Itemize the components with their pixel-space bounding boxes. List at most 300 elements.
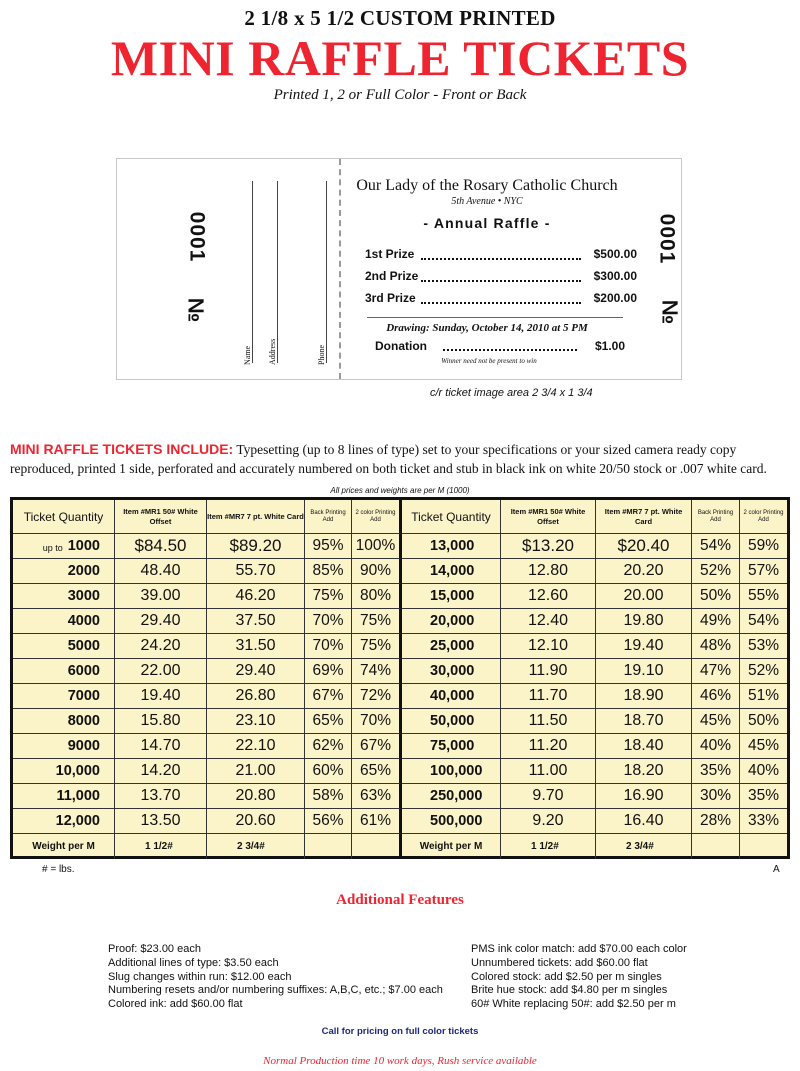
cell-value: 22.00 — [140, 662, 181, 679]
cell-value: 100,000 — [430, 763, 483, 779]
cell-value: 35% — [699, 762, 732, 779]
quantity-cell — [402, 784, 501, 809]
leader-dots — [443, 349, 577, 351]
cell-value: 12.80 — [527, 562, 569, 579]
prize-row — [365, 291, 637, 307]
quantity-cell — [402, 559, 501, 584]
quantity-cell — [402, 734, 501, 759]
features-left — [108, 943, 443, 1012]
feature-item: Slug changes within run: $12.00 each — [108, 970, 292, 983]
two-color-add-cell — [352, 759, 402, 784]
cell-value: 6000 — [67, 663, 100, 679]
mr7-price-cell — [596, 559, 692, 584]
production-note: Normal Production time 10 work days, Rush service available — [263, 1055, 537, 1067]
quantity-cell — [402, 534, 501, 559]
table-row — [13, 659, 787, 684]
back-add-cell — [305, 609, 352, 634]
cell-value: 58% — [312, 787, 344, 804]
mr1-price-cell — [115, 584, 207, 609]
feature-item: Brite hue stock: add $4.80 per m singles — [471, 984, 668, 997]
mr7-price-cell — [596, 809, 692, 834]
mr1-price-cell — [501, 534, 596, 559]
cell-value: $84.50 — [134, 536, 187, 555]
weight-empty — [692, 834, 740, 859]
cell-value: 3000 — [67, 588, 100, 604]
mr7-price-cell — [596, 534, 692, 559]
cell-value: 40% — [747, 762, 780, 779]
mr7-price-cell — [596, 784, 692, 809]
two-color-add-cell — [740, 734, 787, 759]
cell-value: 70% — [312, 637, 344, 654]
cell-value: 9.20 — [532, 812, 564, 829]
cell-value: 20,000 — [430, 613, 475, 629]
page-title: MINI RAFFLE TICKETS — [110, 30, 690, 86]
mr7-price-cell — [596, 684, 692, 709]
cell-value: 75,000 — [430, 738, 475, 754]
cell-value: 72% — [359, 687, 392, 704]
prize-row — [365, 247, 637, 263]
mr1-price-cell — [115, 809, 207, 834]
header-text: Ticket Quantity — [23, 509, 104, 524]
two-color-add-cell — [740, 609, 787, 634]
cell-value: 9000 — [67, 738, 100, 754]
church-location: 5th Avenue • NYC — [451, 196, 523, 207]
feature-item: Additional lines of type: $3.50 each — [108, 956, 279, 969]
cell-value: 50% — [699, 587, 732, 604]
name-label: Name — [243, 345, 252, 365]
two-color-add-cell — [740, 809, 787, 834]
table-row — [13, 634, 787, 659]
back-add-cell — [692, 584, 740, 609]
cell-value: 69% — [312, 662, 344, 679]
quantity-cell — [13, 609, 115, 634]
cell-value: 13,000 — [430, 538, 475, 554]
quantity-cell — [13, 534, 115, 559]
cell-value: 45% — [699, 712, 732, 729]
table-row — [13, 609, 787, 634]
back-add-cell — [305, 809, 352, 834]
two-color-add-cell — [352, 609, 402, 634]
cell-value: 20.80 — [235, 787, 276, 804]
back-add-cell — [692, 609, 740, 634]
cell-value: 48.40 — [140, 562, 181, 579]
feature-item: Colored stock: add $2.50 per m singles — [471, 970, 662, 983]
mr1-price-cell — [501, 759, 596, 784]
cell-value: 15.80 — [140, 712, 181, 729]
ticket-caption: c/r ticket image area 2 3/4 x 1 3/4 — [430, 387, 593, 399]
name-line — [252, 181, 253, 363]
cell-value: 9.70 — [532, 787, 564, 804]
back-add-cell — [305, 784, 352, 809]
table-row — [13, 559, 787, 584]
mr1-price-cell — [501, 709, 596, 734]
back-add-cell — [692, 809, 740, 834]
quantity-cell — [13, 759, 115, 784]
two-color-add-cell — [352, 784, 402, 809]
cell-value: 33% — [747, 812, 780, 829]
up-to-label: up to — [42, 542, 63, 553]
cell-value: 20.00 — [623, 587, 664, 604]
cell-value: $89.20 — [229, 536, 282, 555]
size-line: 2 1/8 x 5 1/2 CUSTOM PRINTED — [244, 6, 556, 30]
perforation — [339, 159, 341, 379]
table-note: All prices and weights are per M (1000) — [330, 486, 470, 495]
cell-value: 11.20 — [528, 737, 568, 754]
quantity-cell — [13, 784, 115, 809]
mr1-price-cell — [115, 634, 207, 659]
cell-value: 75% — [359, 612, 392, 629]
weight-empty — [740, 834, 787, 859]
stub-number: 0001 — [185, 211, 209, 263]
price-table — [10, 497, 790, 859]
back-add-cell — [692, 759, 740, 784]
two-color-add-cell — [740, 634, 787, 659]
quantity-cell — [13, 634, 115, 659]
cell-value: 18.90 — [623, 687, 664, 704]
additional-heading: Additional Features — [336, 892, 464, 908]
leader-dots — [421, 280, 581, 282]
divider — [367, 317, 623, 318]
cell-value: 1000 — [67, 538, 100, 554]
mr1-price-cell — [115, 684, 207, 709]
mr7-price-cell — [596, 634, 692, 659]
weight-empty — [352, 834, 402, 859]
winner-note: Winner need not be present to win — [441, 357, 537, 365]
mr7-price-cell — [207, 734, 305, 759]
cell-value: 12.40 — [527, 612, 569, 629]
cell-value: $20.40 — [617, 536, 670, 555]
back-add-cell — [692, 734, 740, 759]
cell-value: 65% — [312, 712, 344, 729]
phone-label: Phone — [317, 345, 326, 365]
cell-value: 29.40 — [235, 662, 276, 679]
cell-value: 19.40 — [140, 687, 181, 704]
includes-text: Typesetting (up to 8 lines of type) set to your specifications or your sized camera ready copy reproduced, printed 1 side, perforated and accurately numbered on both ticket and stub in black ink on white 20/50 stock or .007 white card. — [10, 442, 767, 476]
cell-value: 30% — [699, 787, 732, 804]
cell-value: 47% — [699, 662, 732, 679]
mr1-price-cell — [115, 659, 207, 684]
cell-value: 11.00 — [528, 762, 568, 779]
mr7-price-cell — [207, 609, 305, 634]
ticket-number: 0001 — [655, 213, 679, 265]
two-color-add-cell — [740, 534, 787, 559]
cell-value: 80% — [359, 587, 392, 604]
cell-value: 15,000 — [430, 588, 475, 604]
table-row — [13, 584, 787, 609]
two-color-add-cell — [352, 534, 402, 559]
cell-value: 62% — [312, 737, 344, 754]
header-text: 2 color Printing Add — [355, 509, 396, 523]
cell-value: $13.20 — [522, 536, 574, 555]
cell-value: 21.00 — [235, 762, 276, 779]
back-add-cell — [305, 684, 352, 709]
event-name: - Annual Raffle - — [423, 215, 551, 231]
cell-value: 11.50 — [528, 712, 568, 729]
cell-value: 7000 — [67, 688, 100, 704]
cell-value: 59% — [747, 537, 780, 554]
cell-value: 90% — [359, 562, 392, 579]
table-row — [13, 709, 787, 734]
lbs-note: # = lbs. — [42, 864, 75, 875]
mr1-price-cell — [115, 734, 207, 759]
prize-amount: $200.00 — [593, 291, 637, 305]
cell-value: 10,000 — [55, 763, 100, 779]
mr7-price-cell — [207, 534, 305, 559]
weight-label: Weight per M — [402, 834, 501, 859]
two-color-add-cell — [352, 709, 402, 734]
ticket-number-prefix: № — [657, 299, 683, 325]
header-text: Item #MR1 50# White Offset — [510, 506, 586, 526]
cell-value: 19.40 — [623, 637, 664, 654]
cell-value: 85% — [312, 562, 344, 579]
two-color-add-cell — [740, 784, 787, 809]
cell-value: 52% — [699, 562, 732, 579]
feature-item: 60# White replacing 50#: add $2.50 per m — [471, 998, 676, 1011]
quantity-cell — [402, 634, 501, 659]
drawing-date: Drawing: Sunday, October 14, 2010 at 5 PM — [386, 322, 588, 334]
cell-value: 19.80 — [623, 612, 664, 629]
cell-value: 39.00 — [140, 587, 181, 604]
quantity-cell — [13, 734, 115, 759]
mr7-price-cell — [596, 734, 692, 759]
feature-item: Colored ink: add $60.00 flat — [108, 998, 243, 1011]
quantity-cell — [402, 609, 501, 634]
cell-value: 24.20 — [140, 637, 181, 654]
cell-value: 13.70 — [140, 787, 181, 804]
table-row — [13, 759, 787, 784]
mr7-price-cell — [207, 659, 305, 684]
mr7-price-cell — [207, 684, 305, 709]
prize-label: 3rd Prize — [365, 291, 416, 305]
church-name: Our Lady of the Rosary Catholic Church — [356, 177, 618, 194]
mr7-price-cell — [207, 584, 305, 609]
mr1-price-cell — [501, 684, 596, 709]
header-cell — [402, 500, 501, 534]
two-color-add-cell — [740, 684, 787, 709]
cell-value: 54% — [699, 537, 732, 554]
cell-value: 45% — [747, 737, 780, 754]
donation-amount: $1.00 — [594, 339, 625, 353]
header-cell — [352, 500, 402, 534]
mr7-price-cell — [207, 559, 305, 584]
cell-value: 13.50 — [140, 812, 181, 829]
two-color-add-cell — [740, 584, 787, 609]
back-add-cell — [692, 634, 740, 659]
cell-value: 46.20 — [235, 587, 276, 604]
quantity-cell — [13, 809, 115, 834]
header-text: 2 color Printing Add — [743, 509, 784, 523]
back-add-cell — [305, 734, 352, 759]
mr1-price-cell — [115, 609, 207, 634]
mr7-price-cell — [207, 709, 305, 734]
feature-item: Unnumbered tickets: add $60.00 flat — [471, 956, 648, 969]
mr7-price-cell — [596, 609, 692, 634]
cell-value: 14.70 — [140, 737, 181, 754]
donation-row — [375, 339, 625, 355]
cell-value: 48% — [699, 637, 732, 654]
cell-value: 51% — [747, 687, 780, 704]
cell-value: 50,000 — [430, 713, 475, 729]
back-add-cell — [305, 759, 352, 784]
mr7-price-cell — [596, 709, 692, 734]
cell-value: 11.70 — [528, 687, 568, 704]
cell-value: 5000 — [67, 638, 100, 654]
back-add-cell — [692, 659, 740, 684]
quantity-cell — [402, 584, 501, 609]
two-color-add-cell — [352, 659, 402, 684]
quantity-cell — [13, 659, 115, 684]
back-add-cell — [305, 634, 352, 659]
feature-item: Proof: $23.00 each — [108, 943, 201, 955]
mr1-price-cell — [501, 784, 596, 809]
feature-item: Numbering resets and/or numbering suffixes: A,B,C, etc.; $7.00 each — [108, 984, 443, 997]
weight-mr7: 2 3/4# — [596, 834, 692, 859]
cell-value: 37.50 — [235, 612, 276, 629]
prize-amount: $300.00 — [593, 269, 637, 283]
feature-item: PMS ink color match: add $70.00 each color — [471, 943, 687, 955]
phone-line — [326, 181, 327, 363]
cell-value: 65% — [359, 762, 392, 779]
quantity-cell — [402, 684, 501, 709]
weight-mr1: 1 1/2# — [115, 834, 207, 859]
prize-row — [365, 269, 637, 285]
back-add-cell — [692, 534, 740, 559]
includes-paragraph — [10, 440, 790, 478]
header-cell — [305, 500, 352, 534]
quantity-cell — [402, 759, 501, 784]
header-cell — [207, 500, 305, 534]
weight-row — [13, 834, 787, 859]
cell-value: 16.90 — [623, 787, 664, 804]
features-right — [471, 943, 687, 1012]
cell-value: 70% — [312, 612, 344, 629]
back-add-cell — [305, 534, 352, 559]
cell-value: 2000 — [67, 563, 100, 579]
header-text: Back Printing Add — [697, 509, 734, 523]
mr7-price-cell — [596, 584, 692, 609]
cell-value: 100% — [355, 537, 396, 554]
two-color-add-cell — [352, 634, 402, 659]
cell-value: 18.70 — [623, 712, 664, 729]
cell-value: 500,000 — [430, 813, 483, 829]
back-add-cell — [692, 709, 740, 734]
mr7-price-cell — [207, 809, 305, 834]
cell-value: 46% — [699, 687, 732, 704]
mr7-price-cell — [207, 759, 305, 784]
includes-heading: MINI RAFFLE TICKETS INCLUDE: — [10, 441, 234, 457]
cell-value: 12.10 — [527, 637, 569, 654]
mr1-price-cell — [115, 534, 207, 559]
cell-value: 61% — [359, 812, 392, 829]
back-add-cell — [692, 784, 740, 809]
header-cell — [692, 500, 740, 534]
cell-value: 52% — [747, 662, 780, 679]
quantity-cell — [13, 559, 115, 584]
table-header-row — [13, 500, 787, 534]
cell-value: 20.20 — [623, 562, 664, 579]
table-row — [13, 809, 787, 834]
two-color-add-cell — [740, 759, 787, 784]
mr1-price-cell — [501, 634, 596, 659]
cell-value: 11.90 — [528, 662, 568, 679]
donation-label: Donation — [375, 339, 427, 353]
cell-value: 14,000 — [430, 563, 475, 579]
prize-amount: $500.00 — [593, 247, 637, 261]
cell-value: 14.20 — [140, 762, 181, 779]
cell-value: 11,000 — [56, 788, 100, 804]
mr1-price-cell — [501, 809, 596, 834]
mr1-price-cell — [501, 609, 596, 634]
quantity-cell — [402, 709, 501, 734]
cell-value: 67% — [312, 687, 344, 704]
mr1-price-cell — [501, 559, 596, 584]
cell-value: 53% — [747, 637, 780, 654]
cell-value: 55% — [747, 587, 780, 604]
header-text: Item #MR7 7 pt. White Card — [207, 511, 304, 521]
two-color-add-cell — [352, 809, 402, 834]
cell-value: 70% — [359, 712, 392, 729]
mr1-price-cell — [115, 709, 207, 734]
cell-value: 25,000 — [430, 638, 475, 654]
two-color-add-cell — [740, 659, 787, 684]
mr1-price-cell — [115, 559, 207, 584]
back-add-cell — [305, 709, 352, 734]
two-color-add-cell — [352, 734, 402, 759]
quantity-cell — [13, 709, 115, 734]
cell-value: 19.10 — [623, 662, 664, 679]
two-color-add-cell — [352, 584, 402, 609]
cell-value: 75% — [312, 587, 344, 604]
corner-mark: A — [773, 864, 780, 875]
cell-value: 35% — [747, 787, 780, 804]
cell-value: 26.80 — [235, 687, 276, 704]
back-add-cell — [305, 659, 352, 684]
header-cell — [501, 500, 596, 534]
cell-value: 50% — [747, 712, 780, 729]
two-color-add-cell — [740, 559, 787, 584]
weight-mr7: 2 3/4# — [207, 834, 305, 859]
cell-value: 28% — [699, 812, 732, 829]
weight-label: Weight per M — [13, 834, 115, 859]
cell-value: 95% — [312, 537, 344, 554]
cell-value: 75% — [359, 637, 392, 654]
mr7-price-cell — [596, 759, 692, 784]
cell-value: 30,000 — [430, 663, 475, 679]
address-line — [277, 181, 278, 363]
back-add-cell — [305, 559, 352, 584]
address-label: Address — [268, 338, 277, 365]
cell-value: 31.50 — [235, 637, 276, 654]
header-text: Item #MR7 7 pt. White Card — [604, 506, 683, 526]
mr1-price-cell — [501, 734, 596, 759]
header-cell — [596, 500, 692, 534]
cell-value: 55.70 — [235, 562, 276, 579]
subtitle: Printed 1, 2 or Full Color - Front or Back — [273, 87, 527, 103]
cell-value: 4000 — [67, 613, 100, 629]
two-color-add-cell — [352, 684, 402, 709]
leader-dots — [421, 302, 581, 304]
cell-value: 40% — [699, 737, 732, 754]
cell-value: 63% — [359, 787, 392, 804]
cell-value: 54% — [747, 612, 780, 629]
header-text: Item #MR1 50# White Offset — [123, 506, 198, 526]
header-text: Ticket Quantity — [411, 509, 491, 524]
leader-dots — [421, 258, 581, 260]
weight-empty — [305, 834, 352, 859]
table-row — [13, 534, 787, 559]
table-row — [13, 734, 787, 759]
cell-value: 18.20 — [623, 762, 664, 779]
